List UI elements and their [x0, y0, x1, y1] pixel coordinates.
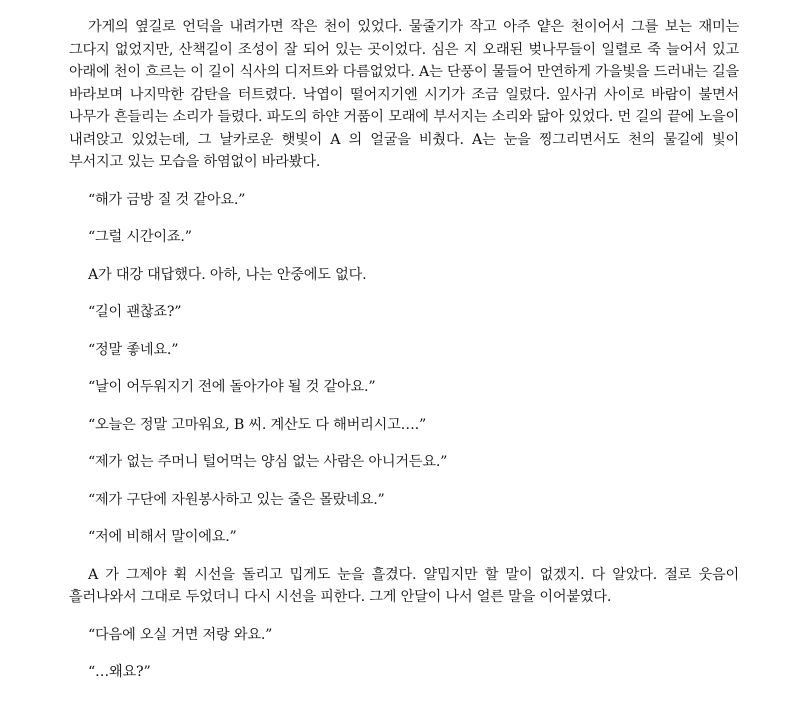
- dialogue-line: “길이 괜찮죠?”: [88, 304, 182, 320]
- dialogue-line: “저에 비해서 말이에요.”: [88, 529, 237, 545]
- dialogue-line: “제가 없는 주머니 털어먹는 양심 없는 사람은 아니거든요.”: [88, 454, 448, 470]
- narrative-paragraph: A가 대강 대답했다. 아하, 나는 안중에도 없다.: [88, 266, 367, 283]
- document-page: [69, 16, 739, 684]
- dialogue-line: “날이 어두워지기 전에 돌아가야 될 것 같아요.”: [88, 379, 376, 395]
- narrative-paragraph: A 가 그제야 휙 시선을 돌리고 밉게도 눈을 흘겼다. 얄밉지만 할 말이 없겠지. 다 알았다. 절로 웃음이 흘러나와서 그대로 두었더니 다시 시선을 피한다. 그게 안달이 나서 얼른 말을 이어붙였다.: [69, 566, 739, 605]
- dialogue-line: “그럴 시간이죠.”: [88, 229, 192, 245]
- dialogue-line: “해가 금방 질 것 같아요.”: [88, 191, 246, 208]
- dialogue-line: “제가 구단에 자원봉사하고 있는 줄은 몰랐네요.”: [88, 491, 385, 508]
- narrative-paragraph: 가게의 옆길로 언덕을 내려가면 작은 천이 있었다. 물줄기가 작고 아주 얕은 천이어서 그를 보는 재미는 그다지 없었지만, 산책길이 조성이 잘 되어 있는 곳이었다. 심은 지 오래된 벚나무들이 일렬로 죽 늘어서 있고 아래에 천이 흐르는 이 길이 식사의 디저트와 다름없었다. A는 단풍이 물들어 만연하게 가을빛을 드러내는 길을 바라보며 나지막한 감탄을 터트렸다. 낙엽이 떨어지기엔 시기가 조금 일렀다. 잎사귀 사이로 바람이 불면서 나무가 흔들리는 소리가 들렸다. 파도의 하얀 거품이 모래에 부서지는 소리와 닮아 있었다. 먼 길의 끝에 노을이 내려앉고 있었는데, 그 날카로운 햇빛이 A 의 얼굴을 비췄다. A는 눈을 찡그리면서도 천의 물길에 빛이 부서지고 있는 모습을 하염없이 바라봤다.: [69, 19, 739, 170]
- dialogue-line: “오늘은 정말 고마워요, B 씨. 계산도 다 해버리시고….”: [88, 416, 427, 433]
- dialogue-line: “다음에 오실 거면 저랑 와요.”: [88, 626, 273, 643]
- dialogue-line: “…왜요?”: [88, 664, 151, 680]
- dialogue-line: “정말 좋네요.”: [88, 341, 179, 358]
